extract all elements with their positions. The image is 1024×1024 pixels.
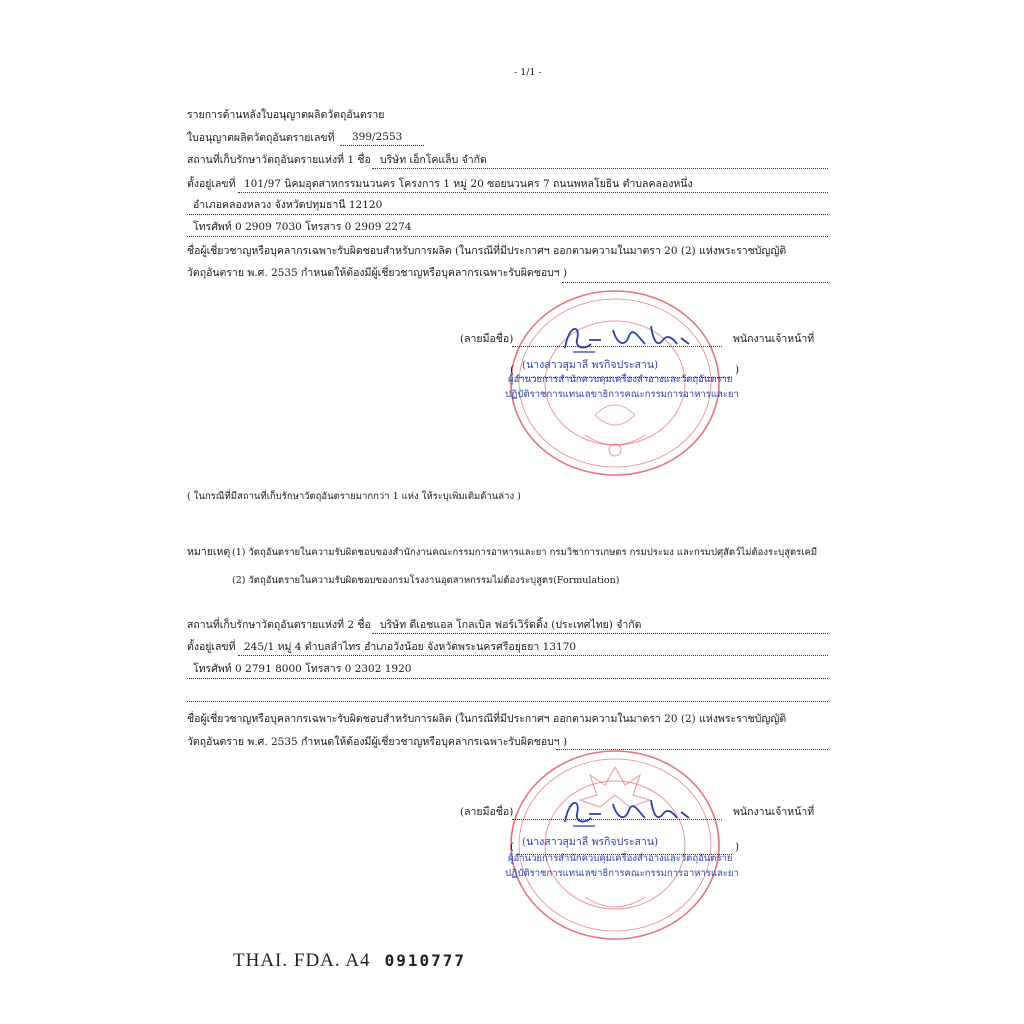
form-serial-number: 0910777 — [384, 951, 466, 970]
signature2-handwriting — [555, 792, 695, 832]
page-number: - 1/1 - — [514, 67, 542, 78]
remark-line1: (1) วัตถุอันตรายในความรับผิดชอบของสำนักงานคณะกรรมการอาหารและยา กรมวิชาการเกษตร กรมประมง และกรมปศุสัตว์ไม่ต้องระบุสูตรเคมี — [232, 547, 818, 558]
storage2-agent-line1: ชื่อผู้เชี่ยวชาญหรือบุคลากรเฉพาะรับผิดชอบสำหรับการผลิต (ในกรณีที่มีประกาศฯ ออกตามความในมาตรา 20 (2) แห่งพระราชบัญญัติ — [187, 713, 787, 725]
document-heading: รายการด้านหลังใบอนุญาตผลิตวัตถุอันตราย — [187, 109, 385, 121]
storage2-address-underline — [238, 655, 828, 656]
storage1-phone: โทรศัพท์ 0 2909 7030 โทรสาร 0 2909 2274 — [193, 221, 412, 233]
signature2-title1: ผู้อำนวยการสำนักควบคุมเครื่องสำอางและวัตถุอันตราย — [508, 853, 733, 864]
storage2-blank-underline — [187, 701, 828, 702]
remark-label: หมายเหตุ — [187, 546, 231, 558]
license-underline — [340, 145, 424, 146]
signature1-handwriting — [555, 318, 695, 358]
storage1-phone-underline — [187, 236, 828, 237]
storage1-address-underline — [238, 192, 828, 193]
multiple-storage-note: ( ในกรณีที่มีสถานที่เก็บรักษาวัตถุอันตรายมากกว่า 1 แห่ง ให้ระบุเพิ่มเติมด้านล่าง ) — [187, 491, 521, 502]
storage1-address2: อำเภอคลองหลวง จังหวัดปทุมธานี 12120 — [193, 199, 383, 211]
form-footer — [233, 950, 466, 972]
storage2-phone: โทรศัพท์ 0 2791 8000 โทรสาร 0 2302 1920 — [193, 663, 412, 675]
signature1-title2: ปฏิบัติราชการแทนเลขาธิการคณะกรรมการอาหารและยา — [505, 389, 739, 400]
license-number: 399/2553 — [352, 131, 403, 143]
signature2-name: (นางสาวสุมาลี พรกิจประสาน) — [522, 836, 659, 848]
signature1-role: พนักงานเจ้าหน้าที่ — [733, 333, 815, 345]
storage1-agent-underline — [562, 282, 828, 283]
storage1-name-underline — [372, 168, 828, 169]
signature1-open-paren: ( — [510, 364, 515, 376]
signature2-close-paren: ) — [735, 841, 740, 853]
storage1-address2-underline — [187, 214, 828, 215]
signature1-close-paren: ) — [735, 364, 740, 376]
storage1-agent-line1: ชื่อผู้เชี่ยวชาญหรือบุคลากรเฉพาะรับผิดชอบสำหรับการผลิต (ในกรณีที่มีประกาศฯ ออกตามความในมาตรา 20 (2) แห่งพระราชบัญญัติ — [187, 245, 787, 257]
signature2-role: พนักงานเจ้าหน้าที่ — [733, 806, 815, 818]
signature2-title2: ปฏิบัติราชการแทนเลขาธิการคณะกรรมการอาหารและยา — [505, 868, 739, 879]
storage1-name: บริษัท เอ็กโคแล็บ จำกัด — [380, 154, 487, 166]
signature2-underline — [512, 819, 722, 820]
storage2-agent-line2: วัตถุอันตราย พ.ศ. 2535 กำหนดให้ต้องมีผู้เชี่ยวชาญหรือบุคลากรเฉพาะรับผิดชอบฯ ) — [187, 736, 568, 748]
form-code: THAI. FDA. A4 — [233, 950, 371, 971]
signature2-open-paren: ( — [510, 841, 515, 853]
signature1-label: (ลายมือชื่อ) — [460, 333, 514, 345]
signature2-label: (ลายมือชื่อ) — [460, 806, 514, 818]
license-label: ใบอนุญาตผลิตวัตถุอันตรายเลขที่ — [187, 132, 335, 144]
storage1-address: 101/97 นิคมอุตสาหกรรมนวนคร โครงการ 1 หมู่ 20 ซอยนวนคร 7 ถนนพหลโยธิน ตำบลคลองหนึ่ง — [244, 178, 693, 190]
storage2-address-label: ตั้งอยู่เลขที่ — [187, 641, 236, 653]
remark-line2: (2) วัตถุอันตรายในความรับผิดชอบของกรมโรงงานอุตสาหกรรมไม่ต้องระบุสูตร(Formulation) — [232, 575, 620, 586]
storage1-address-label: ตั้งอยู่เลขที่ — [187, 178, 236, 190]
storage2-address: 245/1 หมู่ 4 ตำบลลำไทร อำเภอวังน้อย จังหวัดพระนครศรีอยุธยา 13170 — [244, 641, 577, 653]
signature1-title1: ผู้อำนวยการสำนักควบคุมเครื่องสำอางและวัตถุอันตราย — [508, 374, 733, 385]
storage2-phone-underline — [187, 678, 828, 679]
storage1-agent-line2: วัตถุอันตราย พ.ศ. 2535 กำหนดให้ต้องมีผู้เชี่ยวชาญหรือบุคลากรเฉพาะรับผิดชอบฯ ) — [187, 267, 568, 279]
signature1-underline — [512, 346, 722, 347]
signature1-name: (นางสาวสุมาลี พรกิจประสาน) — [522, 359, 659, 371]
storage2-name-underline — [372, 633, 828, 634]
storage1-label: สถานที่เก็บรักษาวัตถุอันตรายแห่งที่ 1 ชื่อ — [187, 154, 371, 166]
storage2-label: สถานที่เก็บรักษาวัตถุอันตรายแห่งที่ 2 ชื่อ — [187, 619, 371, 631]
storage2-name: บริษัท ดีเอชแอล โกลเบิล ฟอร์เวิร์ดดิ้ง (ประเทศไทย) จำกัด — [380, 619, 642, 631]
